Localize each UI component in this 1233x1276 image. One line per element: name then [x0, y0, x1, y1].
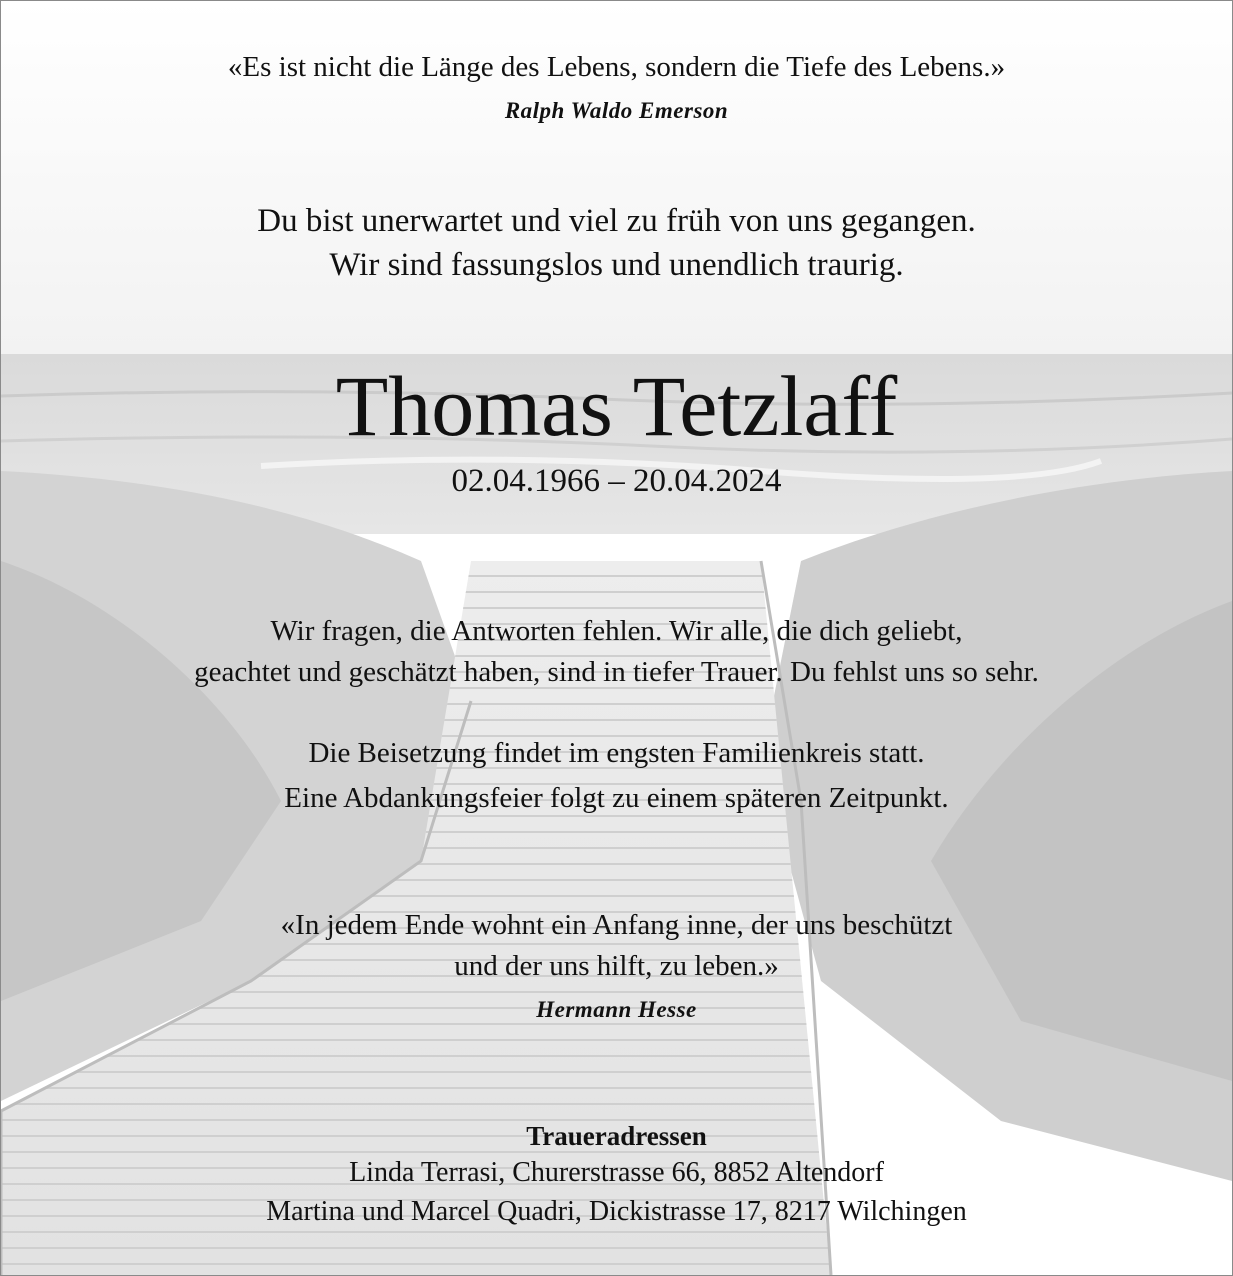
life-dates: 02.04.1966 – 20.04.2024 — [451, 463, 782, 499]
quote-bottom-line-2: und der uns hilft, zu leben.» — [454, 950, 779, 982]
intro-line-1: Du bist unerwartet und viel zu früh von uns gegangen. — [257, 203, 976, 239]
message-line-4: Eine Abdankungsfeier folgt zu einem späteren Zeitpunkt. — [284, 782, 949, 814]
quote-top-text: «Es ist nicht die Länge des Lebens, sondern die Tiefe des Lebens.» — [227, 51, 1006, 83]
quote-bottom-line-1: «In jedem Ende wohnt ein Anfang inne, der uns beschützt — [280, 909, 953, 941]
message-line-1: Wir fragen, die Antworten fehlen. Wir alle, die dich geliebt, — [270, 615, 963, 647]
message-line-3: Die Beisetzung findet im engsten Familienkreis statt. — [308, 737, 925, 769]
quote-bottom-author: Hermann Hesse — [536, 997, 697, 1022]
address-line-1: Linda Terrasi, Churerstrasse 66, 8852 Altendorf — [349, 1157, 884, 1188]
address-line-2: Martina und Marcel Quadri, Dickistrasse 17, 8217 Wilchingen — [266, 1196, 967, 1227]
message-line-2: geachtet und geschätzt haben, sind in tiefer Trauer. Du fehlst uns so sehr. — [194, 656, 1039, 688]
intro-line-2: Wir sind fassungslos und unendlich traurig. — [329, 247, 904, 283]
deceased-name: Thomas Tetzlaff — [335, 358, 898, 454]
quote-top-author: Ralph Waldo Emerson — [504, 98, 729, 123]
addresses-title: Traueradressen — [526, 1121, 707, 1151]
